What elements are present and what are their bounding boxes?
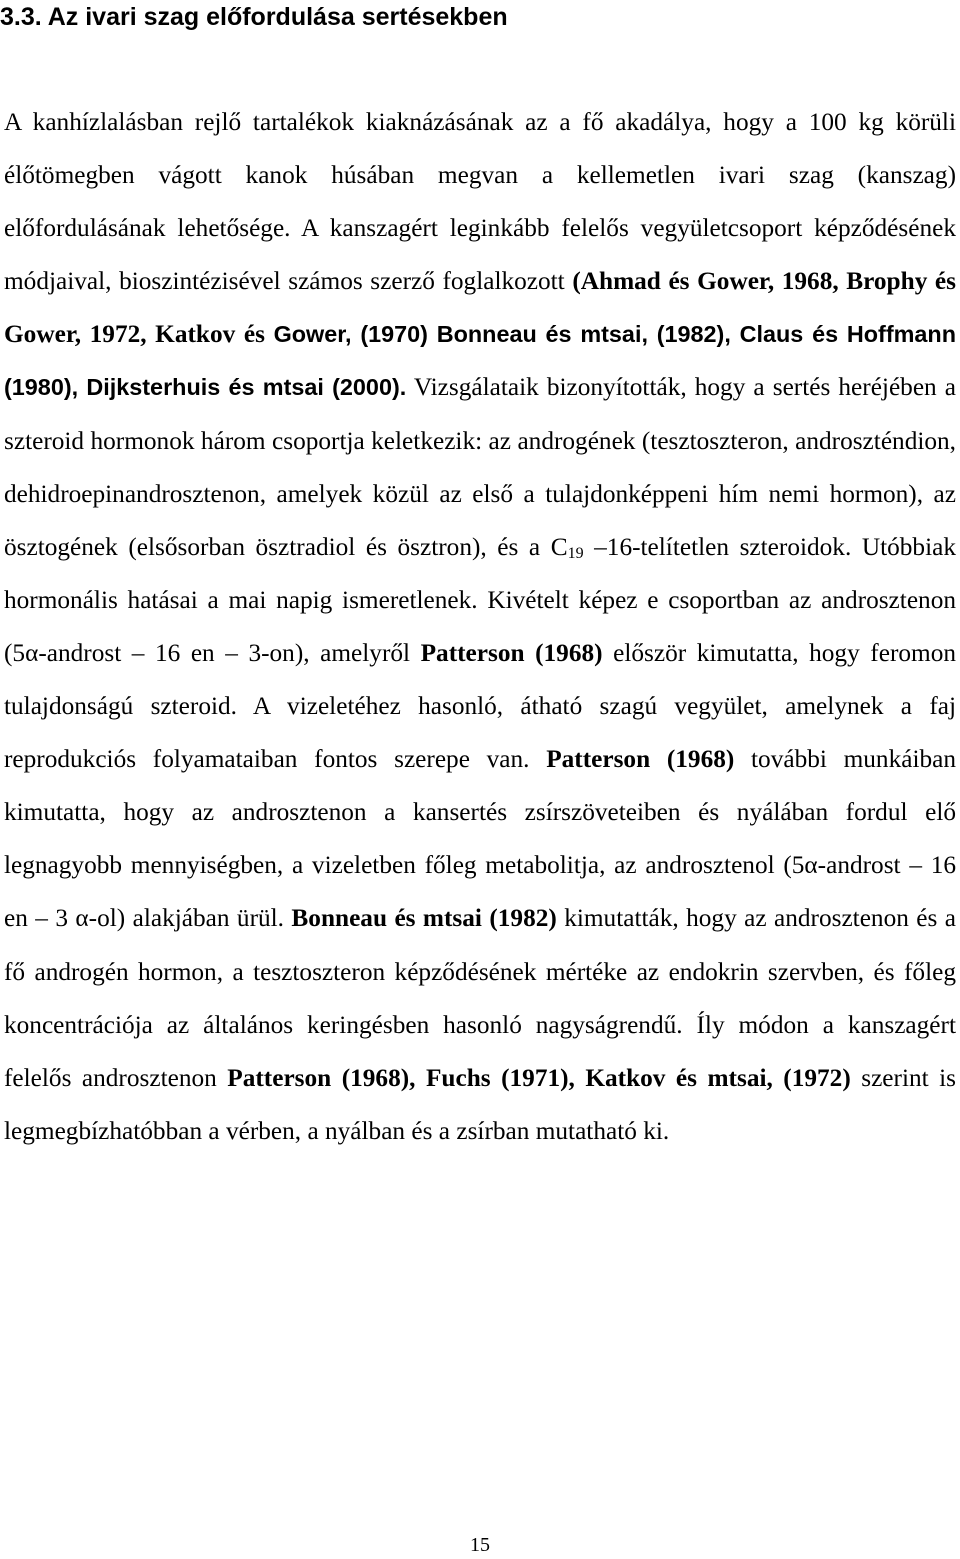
section-heading: 3.3. Az ivari szag előfordulása sertésekben [0, 3, 508, 31]
text-segment: további munkáiban kimutatta, hogy az androsztenon a kansertés zsírszöveteiben és nyálában fordul elő legnagyobb mennyiségben, a vizeletben főleg metabolitja, az androsztenol (5α-androst – 16 en – 3 α-ol) alakjában ürül. [4, 745, 956, 933]
text-segment: Vizsgálataik bizonyították, hogy a sertés heréjében a szteroid hormonok három csoportja keletkezik: az androgének (tesztoszteron, androszténdion, dehidroepinandrosztenon, amelyek közül az első a tulajdonképpeni hím nemi hormon), az ösztogének (elsősorban ösztradiol és ösztron), és a C [4, 373, 957, 561]
text-segment: szerint is legmegbízhatóbban a vérben, a nyálban és a zsírban mutatható ki. [4, 1063, 957, 1145]
page-number: 15 [470, 1534, 490, 1556]
body-paragraph [4, 96, 956, 1158]
text-segment: –16-telítetlen szteroidok. Utóbbiak hormonális hatásai a mai napig ismeretlenek. Kivételt képez e csoportban az androsztenon (5α-androst – 16 en – 3-on), amelyről [4, 532, 956, 667]
subscript: 19 [567, 544, 584, 562]
text-segment: A kanhízlalásban rejlő tartalékok kiaknázásának az a fő akadálya, hogy a 100 kg körüli élőtömegben vágott kanok húsában megvan a kellemetlen ivari szag (kanszag) előfordulásának lehetősége. A kanszagért leginkább felelős vegyületcsoport képződésének módjaival, bioszintézisével számos szerző foglalkozott [4, 108, 956, 296]
citation: Patterson (1968) [420, 638, 603, 667]
text-segment: először kimutatta, hogy feromon tulajdonságú szteroid. A vizeletéhez hasonló, átható szagú vegyület, amelynek a faj reprodukciós folyamataiban fontos szerepe van. [4, 638, 956, 774]
citation: Patterson (1968) [546, 745, 735, 774]
citation: Gower, (1970) Bonneau és mtsai, (1982), Claus és Hoffmann (1980), Dijksterhuis és mtsai (2000). [4, 321, 956, 401]
citation: Bonneau és mtsai (1982) [291, 904, 557, 933]
text-segment: kimutatták, hogy az androsztenon és a fő androgén hormon, a tesztoszteron képződésének mértéke az endokrin szervben, és főleg koncentrációja az általános keringésben hasonló nagyságrendű. Íly módon a kanszagért felelős androsztenon [4, 904, 957, 1092]
citation: Patterson (1968), Fuchs (1971), Katkov és mtsai, (1972) [227, 1063, 851, 1092]
citation: (Ahmad és Gower, 1968, Brophy és Gower, 1972, Katkov és [4, 267, 956, 349]
